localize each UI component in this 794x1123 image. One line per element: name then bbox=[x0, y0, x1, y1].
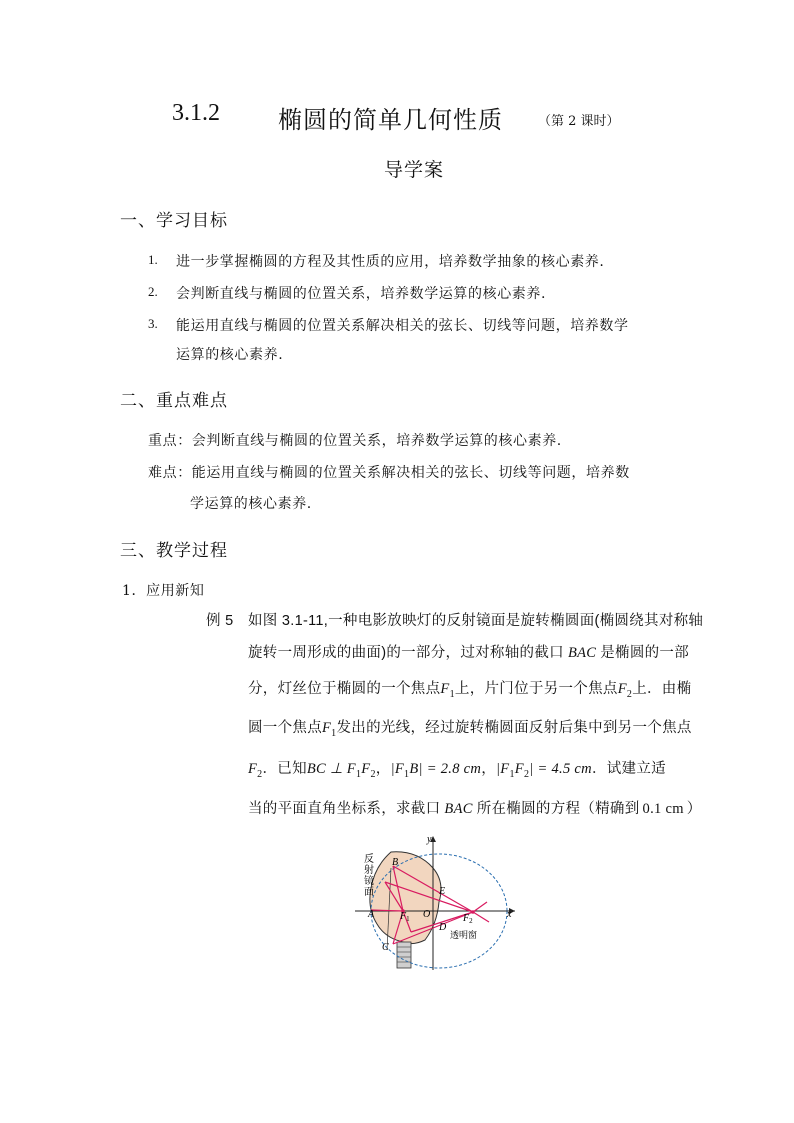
list-item: 进一步掌握椭圆的方程及其性质的应用，培养数学抽象的核心素养. bbox=[176, 254, 605, 270]
list-item: 能运用直线与椭圆的位置关系解决相关的弦长、切线等问题，培养数学 bbox=[176, 318, 629, 334]
origin-label: O bbox=[423, 909, 431, 920]
point-a-label: A bbox=[368, 909, 375, 920]
difficult-point-continuation: 学运算的核心素养. bbox=[190, 496, 312, 512]
list-item: 会判断直线与椭圆的位置关系，培养数学运算的核心素养. bbox=[176, 286, 547, 302]
list-item-number: 3. bbox=[148, 316, 158, 331]
f1-label: $F_1$ bbox=[400, 911, 410, 923]
section-number: 3.1.2 bbox=[172, 100, 220, 126]
ellipse-reflector-figure bbox=[355, 832, 525, 972]
subsection-heading: 1．应用新知 bbox=[122, 583, 205, 599]
list-item-number: 1. bbox=[148, 252, 158, 267]
point-d-label: D bbox=[439, 922, 447, 933]
example-line-1: 如图 3.1-11,一种电影放映灯的反射镜面是旋转椭圆面(椭圆绕其对称轴 bbox=[248, 613, 704, 629]
example-label: 例 5 bbox=[206, 613, 234, 629]
difficult-point: 难点：能运用直线与椭圆的位置关系解决相关的弦长、切线等问题，培养数 bbox=[148, 465, 630, 481]
example-line-3: 分，灯丝位于椭圆的一个焦点$F_1$上，片门位于另一个焦点$F_2$上．由椭 bbox=[248, 681, 692, 700]
example-line-2: 旋转一周形成的曲面)的一部分，过对称轴的截口 BAC 是椭圆的一部 bbox=[248, 645, 690, 661]
point-b-label: B bbox=[392, 857, 399, 868]
x-axis-label: x bbox=[507, 909, 512, 920]
reflector-label: 反 bbox=[364, 854, 374, 865]
lesson-period: （第 2 课时） bbox=[538, 114, 620, 129]
svg-text:射: 射 bbox=[364, 865, 374, 876]
section-heading-teaching-process: 三、教学过程 bbox=[120, 541, 228, 561]
window-label: 透明窗 bbox=[450, 930, 478, 940]
example-line-6: 当的平面直角坐标系，求截口 BAC 所在椭圆的方程（精确到 0.1 cm ） bbox=[248, 801, 702, 817]
list-item-number: 2. bbox=[148, 284, 158, 299]
svg-text:面: 面 bbox=[364, 887, 374, 898]
page-subtitle: 导学案 bbox=[384, 159, 445, 181]
example-line-4: 圆一个焦点$F_1$发出的光线，经过旋转椭圆面反射后集中到另一个焦点 bbox=[248, 720, 692, 739]
f2-label: $F_2$ bbox=[463, 913, 473, 925]
y-axis-label: y bbox=[427, 834, 432, 845]
focus-f2 bbox=[471, 910, 475, 914]
bulb-base bbox=[397, 942, 411, 968]
example-line-5: $F_2$．已知BC ⊥ $F_1F_2$，$|F_1B| = 2.8$ cm，$|F_1F_2| = 4.5$ cm．试建立适 bbox=[248, 761, 666, 780]
page-title: 椭圆的简单几何性质 bbox=[278, 106, 503, 134]
section-heading-key-points: 二、重点难点 bbox=[120, 391, 228, 411]
svg-text:镜: 镜 bbox=[364, 876, 374, 887]
key-point: 重点：会判断直线与椭圆的位置关系，培养数学运算的核心素养. bbox=[148, 433, 562, 449]
list-item-continuation: 运算的核心素养. bbox=[176, 347, 284, 363]
section-heading-objectives: 一、学习目标 bbox=[120, 211, 228, 231]
point-c-label: C bbox=[382, 942, 389, 953]
point-e-label: E bbox=[439, 886, 446, 897]
